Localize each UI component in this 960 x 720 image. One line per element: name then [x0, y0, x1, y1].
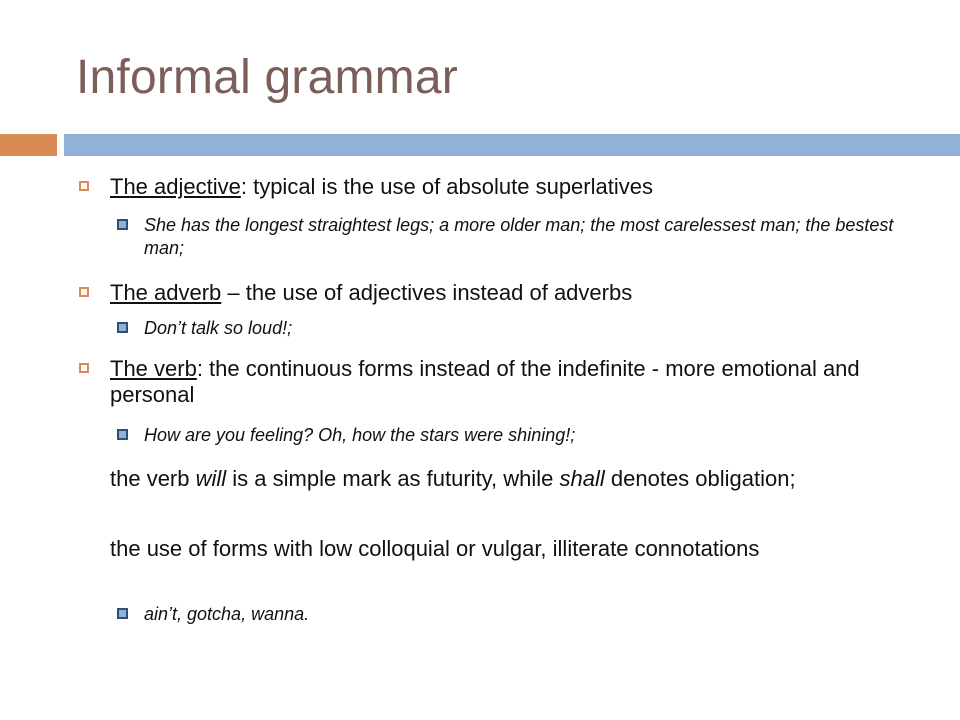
filled-square-bullet-icon — [117, 322, 128, 333]
slide-title: Informal grammar — [76, 51, 458, 104]
note-italic-shall: shall — [559, 466, 605, 491]
sub-bullet-examples — [144, 603, 904, 626]
sub-bullet-text: ain’t, gotcha, wanna. — [144, 604, 310, 624]
bullet-adjective — [110, 174, 930, 200]
note-post: denotes obligation; — [604, 466, 796, 491]
bullet-text: : typical is the use of absolute superlatives — [240, 174, 653, 199]
note-text: the use of forms with low colloquial or vulgar, illiterate connotations — [110, 536, 760, 561]
bullet-text: : the continuous forms instead of the indefinite - more emotional and personal — [110, 356, 860, 407]
note-pre: the verb — [110, 466, 196, 491]
bullet-verb — [110, 356, 900, 408]
square-bullet-icon — [79, 287, 89, 297]
sub-bullet-adjective — [144, 214, 904, 260]
sub-bullet-adverb — [144, 317, 904, 340]
filled-square-bullet-icon — [117, 429, 128, 440]
sub-bullet-verb — [144, 424, 904, 447]
square-bullet-icon — [79, 363, 89, 373]
sub-bullet-text: Don’t talk so loud!; — [144, 318, 293, 338]
filled-square-bullet-icon — [117, 608, 128, 619]
bullet-lead: The verb — [110, 356, 197, 381]
bullet-lead: The adjective — [110, 174, 241, 199]
square-bullet-icon — [79, 181, 89, 191]
verb-note-will-shall — [110, 466, 900, 492]
verb-note-colloquial-forms — [110, 536, 900, 562]
sub-bullet-text: How are you feeling? Oh, how the stars were shining!; — [144, 425, 576, 445]
note-mid: is a simple mark as futurity, while — [226, 466, 560, 491]
bullet-adverb — [110, 280, 930, 306]
sub-bullet-text: She has the longest straightest legs; a more older man; the most carelessest man; the bestest man; — [144, 215, 894, 258]
bullet-text: – the use of adjectives instead of adverbs — [221, 280, 633, 305]
note-italic-will: will — [195, 466, 227, 491]
filled-square-bullet-icon — [117, 219, 128, 230]
bullet-lead: The adverb — [110, 280, 222, 305]
